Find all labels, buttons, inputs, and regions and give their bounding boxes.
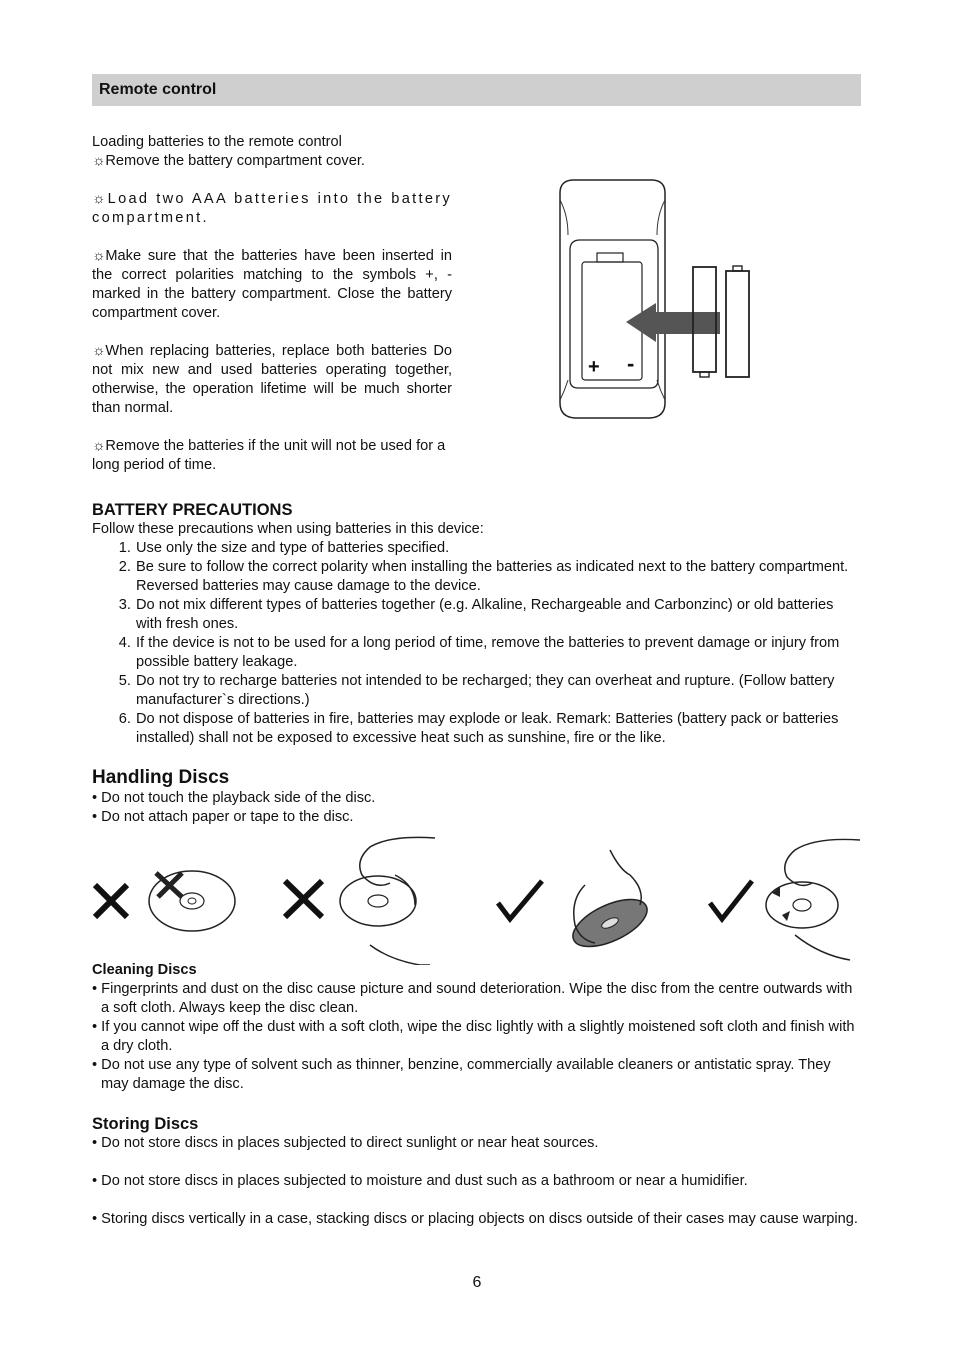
- loading-step: ☼Remove the batteries if the unit will not be used for a long period of time.: [92, 438, 446, 473]
- list-item: 5. Do not try to recharge batteries not intended to be recharged; they can overheat and rupture. (Follow battery manufacturer`s directions.): [135, 672, 861, 710]
- loading-step: ☼When replacing batteries, replace both batteries Do not mix new and used batteries operating together, otherwise, the operation lifetime will be much shorter than normal.: [92, 343, 452, 416]
- handling-discs: [92, 767, 862, 827]
- loading-step: ☼Make sure that the batteries have been inserted in the correct polarities matching to the symbols +, - marked in the battery compartment. Close the battery compartment cover.: [92, 248, 452, 321]
- page-number: 6: [472, 1274, 482, 1291]
- loading-instructions: [92, 133, 452, 475]
- list-item: • Do not store discs in places subjected to moisture and dust such as a bathroom or near a humidifier.: [92, 1173, 748, 1189]
- list-item: 6. Do not dispose of batteries in fire, batteries may explode or leak. Remark: Batteries (battery pack or batteries installed) shall not be exposed to excessive heat such as sunshine, fire or the like.: [135, 710, 861, 748]
- loading-step: ☼Remove the battery compartment cover.: [92, 153, 365, 169]
- correct-check-icon-1: [498, 881, 542, 919]
- hand-wiping-disc: [766, 839, 860, 960]
- plus-symbol: +: [588, 356, 600, 378]
- remote-body: [560, 180, 665, 418]
- list-item: • Do not use any type of solvent such as thinner, benzine, commercially available cleaners or antistatic spray. They may damage the disc.: [92, 1057, 831, 1092]
- list-item: • Do not touch the playback side of the disc.: [92, 790, 376, 806]
- list-item: • Do not attach paper or tape to the disc.: [92, 809, 354, 825]
- storing-discs: [92, 1114, 862, 1229]
- list-item: • If you cannot wipe off the dust with a soft cloth, wipe the disc lightly with a slightly moistened soft cloth and finish with a dry cloth.: [92, 1019, 855, 1054]
- list-item: • Fingerprints and dust on the disc cause picture and sound deterioration. Wipe the disc from the centre outwards with a soft cloth. Always keep the disc clean.: [92, 981, 853, 1016]
- insert-arrow-icon: [626, 303, 720, 342]
- loading-intro: Loading batteries to the remote control: [92, 134, 342, 150]
- wrong-cross-icon-1: [95, 885, 127, 917]
- list-item: 3. Do not mix different types of batteries together (e.g. Alkaline, Rechargeable and Carbonzinc) or old batteries with fresh ones.: [135, 596, 861, 634]
- correct-check-icon-2: [710, 881, 752, 919]
- section-header: Remote control: [92, 74, 861, 106]
- minus-symbol: -: [627, 351, 635, 376]
- list-item: 2. Be sure to follow the correct polarity when installing the batteries as indicated next to the battery compartment. Reversed batteries may cause damage to the device.: [135, 558, 861, 596]
- precautions-list: [92, 539, 861, 748]
- wrong-cross-icon-2: [285, 881, 322, 917]
- storing-title: Storing Discs: [92, 1115, 199, 1133]
- list-item: • Do not store discs in places subjected to direct sunlight or near heat sources.: [92, 1135, 599, 1151]
- aaa-battery-2: [726, 271, 749, 377]
- battery-precautions: [92, 500, 862, 748]
- hand-holding-disc-edge: [566, 850, 654, 956]
- battery-precautions-title: BATTERY PRECAUTIONS: [92, 501, 293, 519]
- handling-title: Handling Discs: [92, 767, 230, 788]
- list-item: • Storing discs vertically in a case, stacking discs or placing objects on discs outside of their cases may cause warping.: [92, 1211, 858, 1227]
- disc-with-tape: [149, 871, 235, 931]
- hand-touching-disc: [340, 837, 435, 965]
- disc-handling-illustrations: [90, 835, 865, 965]
- list-item: 4. If the device is not to be used for a long period of time, remove the batteries to prevent damage or injury from possible battery leakage.: [135, 634, 861, 672]
- battery-precautions-intro: Follow these precautions when using batteries in this device:: [92, 521, 484, 537]
- list-item: 1. Use only the size and type of batteries specified.: [135, 539, 861, 558]
- cleaning-discs: [92, 961, 862, 1094]
- cleaning-title: Cleaning Discs: [92, 962, 197, 978]
- remote-battery-illustration: [550, 175, 760, 425]
- loading-step: ☼Load two AAA batteries into the battery compartment.: [92, 191, 452, 226]
